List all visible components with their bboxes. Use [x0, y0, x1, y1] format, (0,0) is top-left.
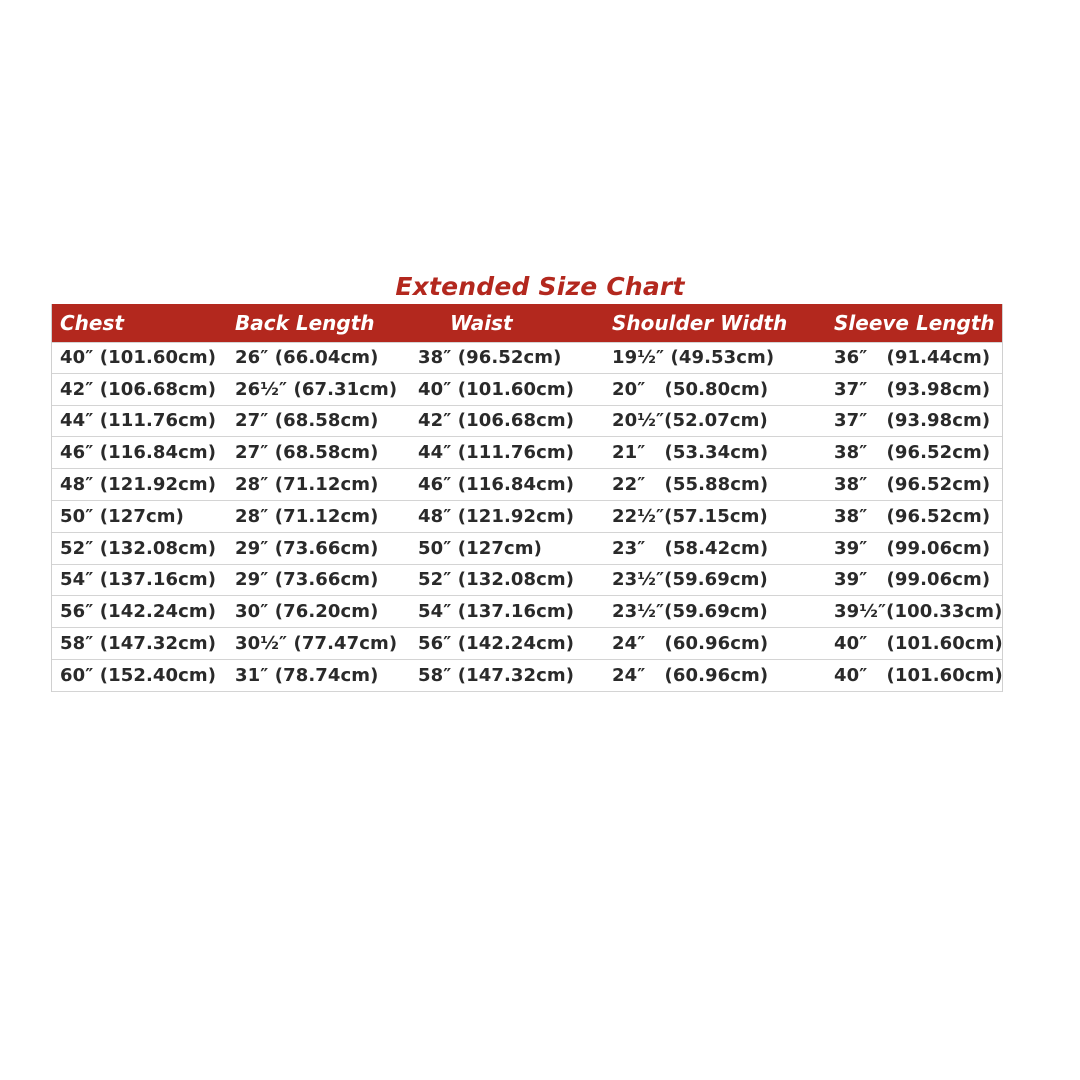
cell-chest: 40″ (101.60cm) [60, 347, 217, 369]
cell-chest: 60″ (152.40cm) [60, 664, 217, 686]
table-row [52, 565, 1002, 597]
cell-shoulder-width: 22½″(57.15cm) [612, 505, 768, 527]
column-header-back-length: Back Length [235, 311, 375, 335]
column-header-shoulder-width: Shoulder Width [612, 311, 788, 335]
table-row [52, 660, 1002, 692]
table-row [52, 501, 1002, 533]
cell-shoulder-width: 24″ (60.96cm) [612, 664, 769, 686]
cell-shoulder-width: 20½″(52.07cm) [612, 410, 768, 432]
cell-chest: 52″ (132.08cm) [60, 537, 217, 559]
table-row [52, 596, 1002, 628]
table-row [52, 533, 1002, 565]
cell-sleeve-length: 38″ (96.52cm) [834, 505, 991, 527]
table-body [52, 342, 1002, 692]
cell-shoulder-width: 23½″(59.69cm) [612, 569, 768, 591]
cell-back-length: 27″ (68.58cm) [235, 442, 379, 464]
cell-sleeve-length: 38″ (96.52cm) [834, 442, 991, 464]
cell-waist: 42″ (106.68cm) [418, 410, 575, 432]
cell-waist: 44″ (111.76cm) [418, 442, 575, 464]
cell-shoulder-width: 21″ (53.34cm) [612, 442, 769, 464]
cell-shoulder-width: 19½″ (49.53cm) [612, 347, 775, 369]
cell-chest: 46″ (116.84cm) [60, 442, 217, 464]
table-row [52, 628, 1002, 660]
cell-waist: 38″ (96.52cm) [418, 347, 562, 369]
cell-chest: 44″ (111.76cm) [60, 410, 217, 432]
cell-sleeve-length: 37″ (93.98cm) [834, 410, 991, 432]
column-header-chest: Chest [60, 311, 124, 335]
size-chart-table [51, 304, 1003, 692]
cell-waist: 56″ (142.24cm) [418, 633, 575, 655]
cell-back-length: 29″ (73.66cm) [235, 569, 379, 591]
table-row [52, 469, 1002, 501]
cell-chest: 54″ (137.16cm) [60, 569, 217, 591]
cell-chest: 58″ (147.32cm) [60, 633, 217, 655]
cell-sleeve-length: 40″ (101.60cm) [834, 633, 1003, 655]
column-header-sleeve-length: Sleeve Length [834, 311, 995, 335]
table-row [52, 374, 1002, 406]
cell-back-length: 28″ (71.12cm) [235, 474, 379, 496]
cell-sleeve-length: 38″ (96.52cm) [834, 474, 991, 496]
chart-title: Extended Size Chart [395, 272, 685, 301]
cell-back-length: 29″ (73.66cm) [235, 537, 379, 559]
cell-back-length: 30½″ (77.47cm) [235, 633, 398, 655]
cell-chest: 48″ (121.92cm) [60, 474, 217, 496]
cell-waist: 46″ (116.84cm) [418, 474, 575, 496]
cell-sleeve-length: 39″ (99.06cm) [834, 537, 991, 559]
cell-sleeve-length: 39½″(100.33cm) [834, 601, 1003, 623]
cell-back-length: 26½″ (67.31cm) [235, 378, 398, 400]
cell-back-length: 27″ (68.58cm) [235, 410, 379, 432]
cell-shoulder-width: 23″ (58.42cm) [612, 537, 769, 559]
cell-waist: 40″ (101.60cm) [418, 378, 575, 400]
cell-waist: 52″ (132.08cm) [418, 569, 575, 591]
cell-shoulder-width: 23½″(59.69cm) [612, 601, 768, 623]
table-row [52, 342, 1002, 374]
table-header-row [52, 304, 1002, 342]
cell-sleeve-length: 37″ (93.98cm) [834, 378, 991, 400]
cell-shoulder-width: 20″ (50.80cm) [612, 378, 769, 400]
cell-sleeve-length: 36″ (91.44cm) [834, 347, 991, 369]
cell-waist: 58″ (147.32cm) [418, 664, 575, 686]
cell-waist: 54″ (137.16cm) [418, 601, 575, 623]
cell-sleeve-length: 39″ (99.06cm) [834, 569, 991, 591]
cell-shoulder-width: 24″ (60.96cm) [612, 633, 769, 655]
cell-sleeve-length: 40″ (101.60cm) [834, 664, 1003, 686]
cell-waist: 50″ (127cm) [418, 537, 542, 559]
cell-back-length: 28″ (71.12cm) [235, 505, 379, 527]
cell-back-length: 30″ (76.20cm) [235, 601, 379, 623]
table-row [52, 437, 1002, 469]
column-header-waist: Waist [450, 311, 513, 335]
cell-chest: 56″ (142.24cm) [60, 601, 217, 623]
cell-chest: 50″ (127cm) [60, 505, 184, 527]
cell-shoulder-width: 22″ (55.88cm) [612, 474, 769, 496]
cell-waist: 48″ (121.92cm) [418, 505, 575, 527]
cell-chest: 42″ (106.68cm) [60, 378, 217, 400]
table-row [52, 406, 1002, 438]
cell-back-length: 31″ (78.74cm) [235, 664, 379, 686]
cell-back-length: 26″ (66.04cm) [235, 347, 379, 369]
